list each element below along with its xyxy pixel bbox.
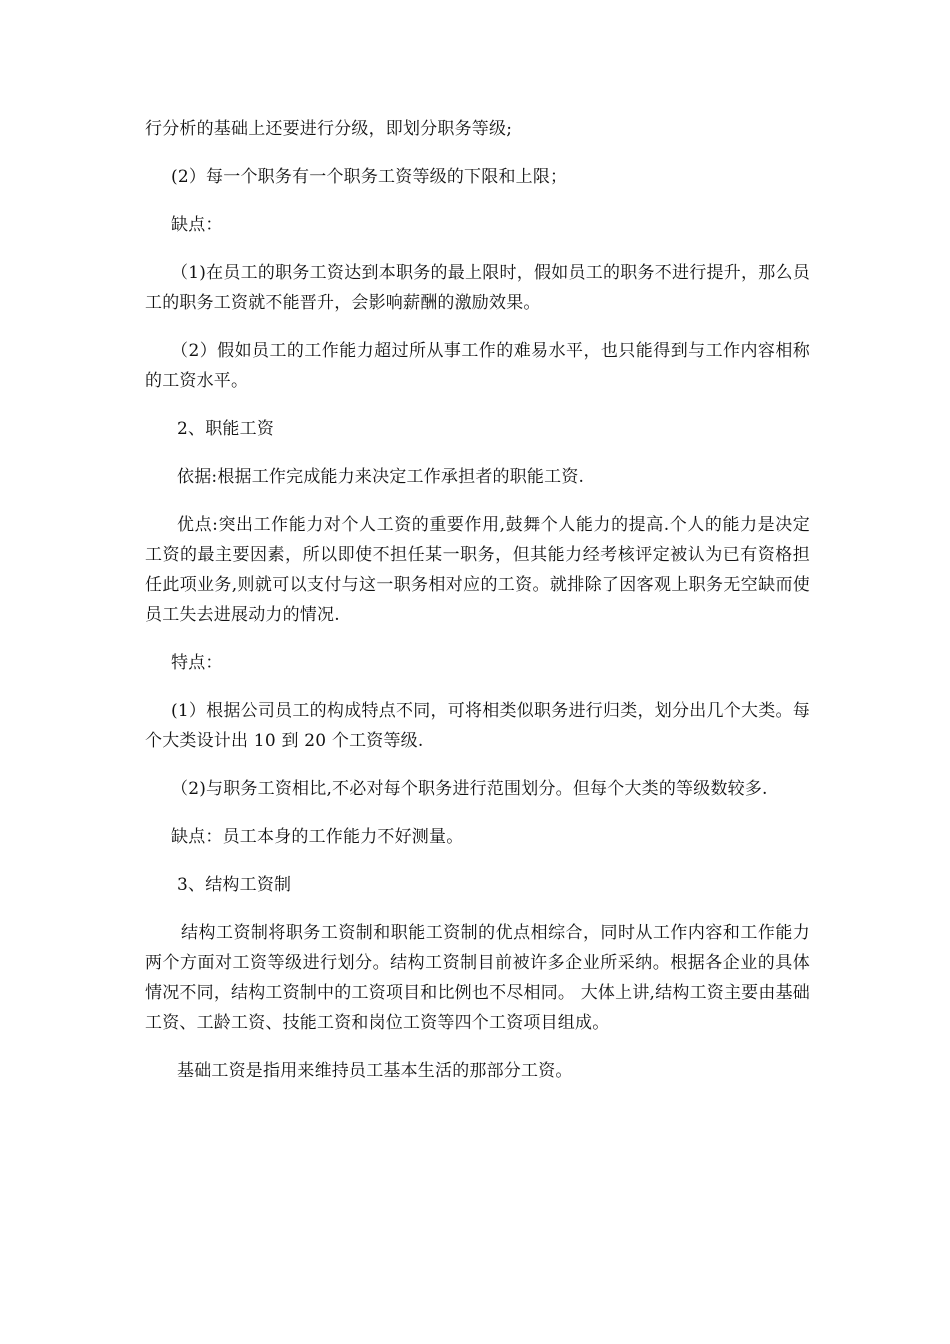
paragraph-features-heading: 特点： — [171, 653, 223, 673]
paragraph-disadvantages-heading: 缺点： — [171, 215, 223, 235]
paragraph-advantages: 优点:突出工作能力对个人工资的重要作用,鼓舞个人能力的提高.个人的能力是决定工资的最主要因素，所以即使不担任某一职务，但其能力经考核评定被认为已有资格担任此项业务,则就可以支付与这一职务相对应的工资。就排除了因客观上职务无空缺而使员工失去进展动力的情况. — [145, 515, 810, 625]
paragraph-basis: 依据:根据工作完成能力来决定工作承担者的职能工资. — [177, 467, 585, 487]
paragraph-feature-2: （2)与职务工资相比,不必对每个职务进行范围划分。但每个大类的等级数较多. — [171, 779, 768, 799]
paragraph-base-wage: 基础工资是指用来维持员工基本生活的那部分工资。 — [177, 1061, 573, 1081]
paragraph-disadvantage-2: （2）假如员工的工作能力超过所从事工作的难易水平，也只能得到与工作内容相称的工资水平。 — [145, 341, 810, 391]
section-heading-structural-wage: 3、结构工资制 — [177, 875, 292, 895]
paragraph-continuation: 行分析的基础上还要进行分级，即划分职务等级; — [145, 119, 513, 139]
paragraph-disadvantage-1: （1)在员工的职务工资达到本职务的最上限时，假如员工的职务不进行提升，那么员工的职务工资就不能晋升，会影响薪酬的激励效果。 — [145, 263, 810, 313]
paragraph-item-2: (2）每一个职务有一个职务工资等级的下限和上限； — [171, 167, 568, 187]
paragraph-feature-1: (1）根据公司员工的构成特点不同，可将相类似职务进行归类，划分出几个大类。每个大类设计出 10 到 20 个工资等级. — [145, 701, 810, 751]
paragraph-structural-wage: 结构工资制将职务工资制和职能工资制的优点相综合，同时从工作内容和工作能力两个方面对工资等级进行划分。结构工资制目前被许多企业所采纳。根据各企业的具体情况不同，结构工资制中的工资项目和比例也不尽相同。 大体上讲,结构工资主要由基础工资、工龄工资、技能工资和岗位工资等四个工资项目组成。 — [145, 923, 810, 1033]
paragraph-disadvantage: 缺点：员工本身的工作能力不好测量。 — [171, 827, 464, 847]
document-body — [145, 114, 810, 1104]
section-heading-skill-wage: 2、职能工资 — [177, 419, 275, 439]
